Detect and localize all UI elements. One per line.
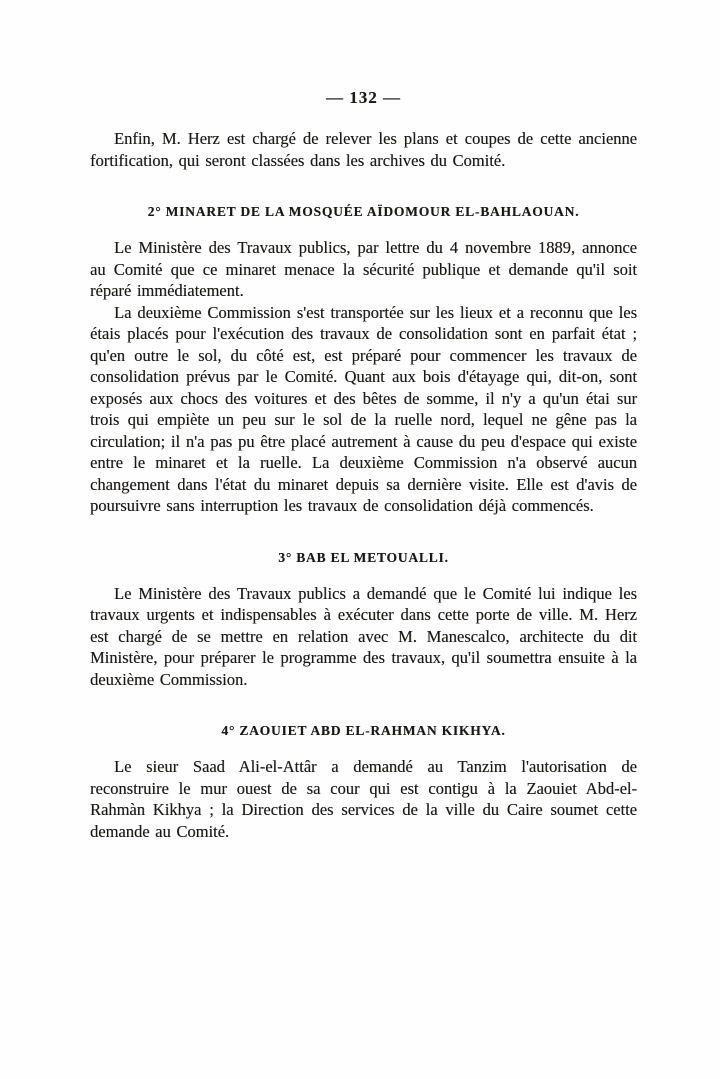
- page-number-header: — 132 —: [326, 88, 401, 107]
- paragraph-zaouiet-kikhya: Le sieur Saad Ali-el-Attâr a demandé au Tanzim l'autorisation de reconstruire le mur ouest de sa cour qui est contigu à la Zaouiet Abd-el-Rahmàn Kikhya ; la Direction des services de la ville du Caire soumet cette demande au Comité.: [90, 757, 637, 841]
- paragraph-bab-el-metoualli: Le Ministère des Travaux publics a demandé que le Comité lui indique les travaux urgents et indispensables à exécuter dans cette porte de ville. M. Herz est chargé de se mettre en relation avec M. Manescalco, architecte du dit Ministère, pour préparer le programme des travaux, qu'il soumettra ensuite à la deuxième Commission.: [90, 583, 637, 689]
- section-heading-minaret-aidomour: 2° MINARET DE LA MOSQUÉE AÏDOMOUR EL-BAHLAOUAN.: [147, 204, 580, 219]
- section-heading-zaouiet-kikhya: 4° ZAOUIET ABD EL-RAHMAN KIKHYA.: [221, 723, 506, 738]
- paragraph-minaret-2: La deuxième Commission s'est transportée sur les lieux et a reconnu que les étais placés pour l'exécution des travaux de consolidation sont en parfait état ; qu'en outre le sol, du côté est, est préparé pour commencer les travaux de consolidation prévus par le Comité. Quant aux bois d'étayage qui, dit-on, sont exposés aux chocs des voitures et des bêtes de somme, il n'y a qu'un étai sur trois qui empiète un peu sur le sol de la ruelle nord, lequel ne gêne pas la circulation; il n'a pas pu être placé autrement à cause du peu d'espace qui existe entre le minaret et la ruelle. La deuxième Commission n'a observé aucun changement dans l'état du minaret depuis sa dernière visite. Elle est d'avis de poursuivre sans interruption les travaux de consolidation déjà commencés.: [90, 302, 637, 515]
- paragraph-intro: Enfin, M. Herz est chargé de relever les plans et coupes de cette ancienne fortification, qui seront classées dans les archives du Comité.: [90, 129, 637, 170]
- paragraph-minaret-1: Le Ministère des Travaux publics, par lettre du 4 novembre 1889, annonce au Comité que ce minaret menace la sécurité publique et demande qu'il soit réparé immédiatement.: [90, 238, 637, 300]
- section-heading-bab-el-metoualli: 3° BAB EL METOUALLI.: [278, 549, 449, 565]
